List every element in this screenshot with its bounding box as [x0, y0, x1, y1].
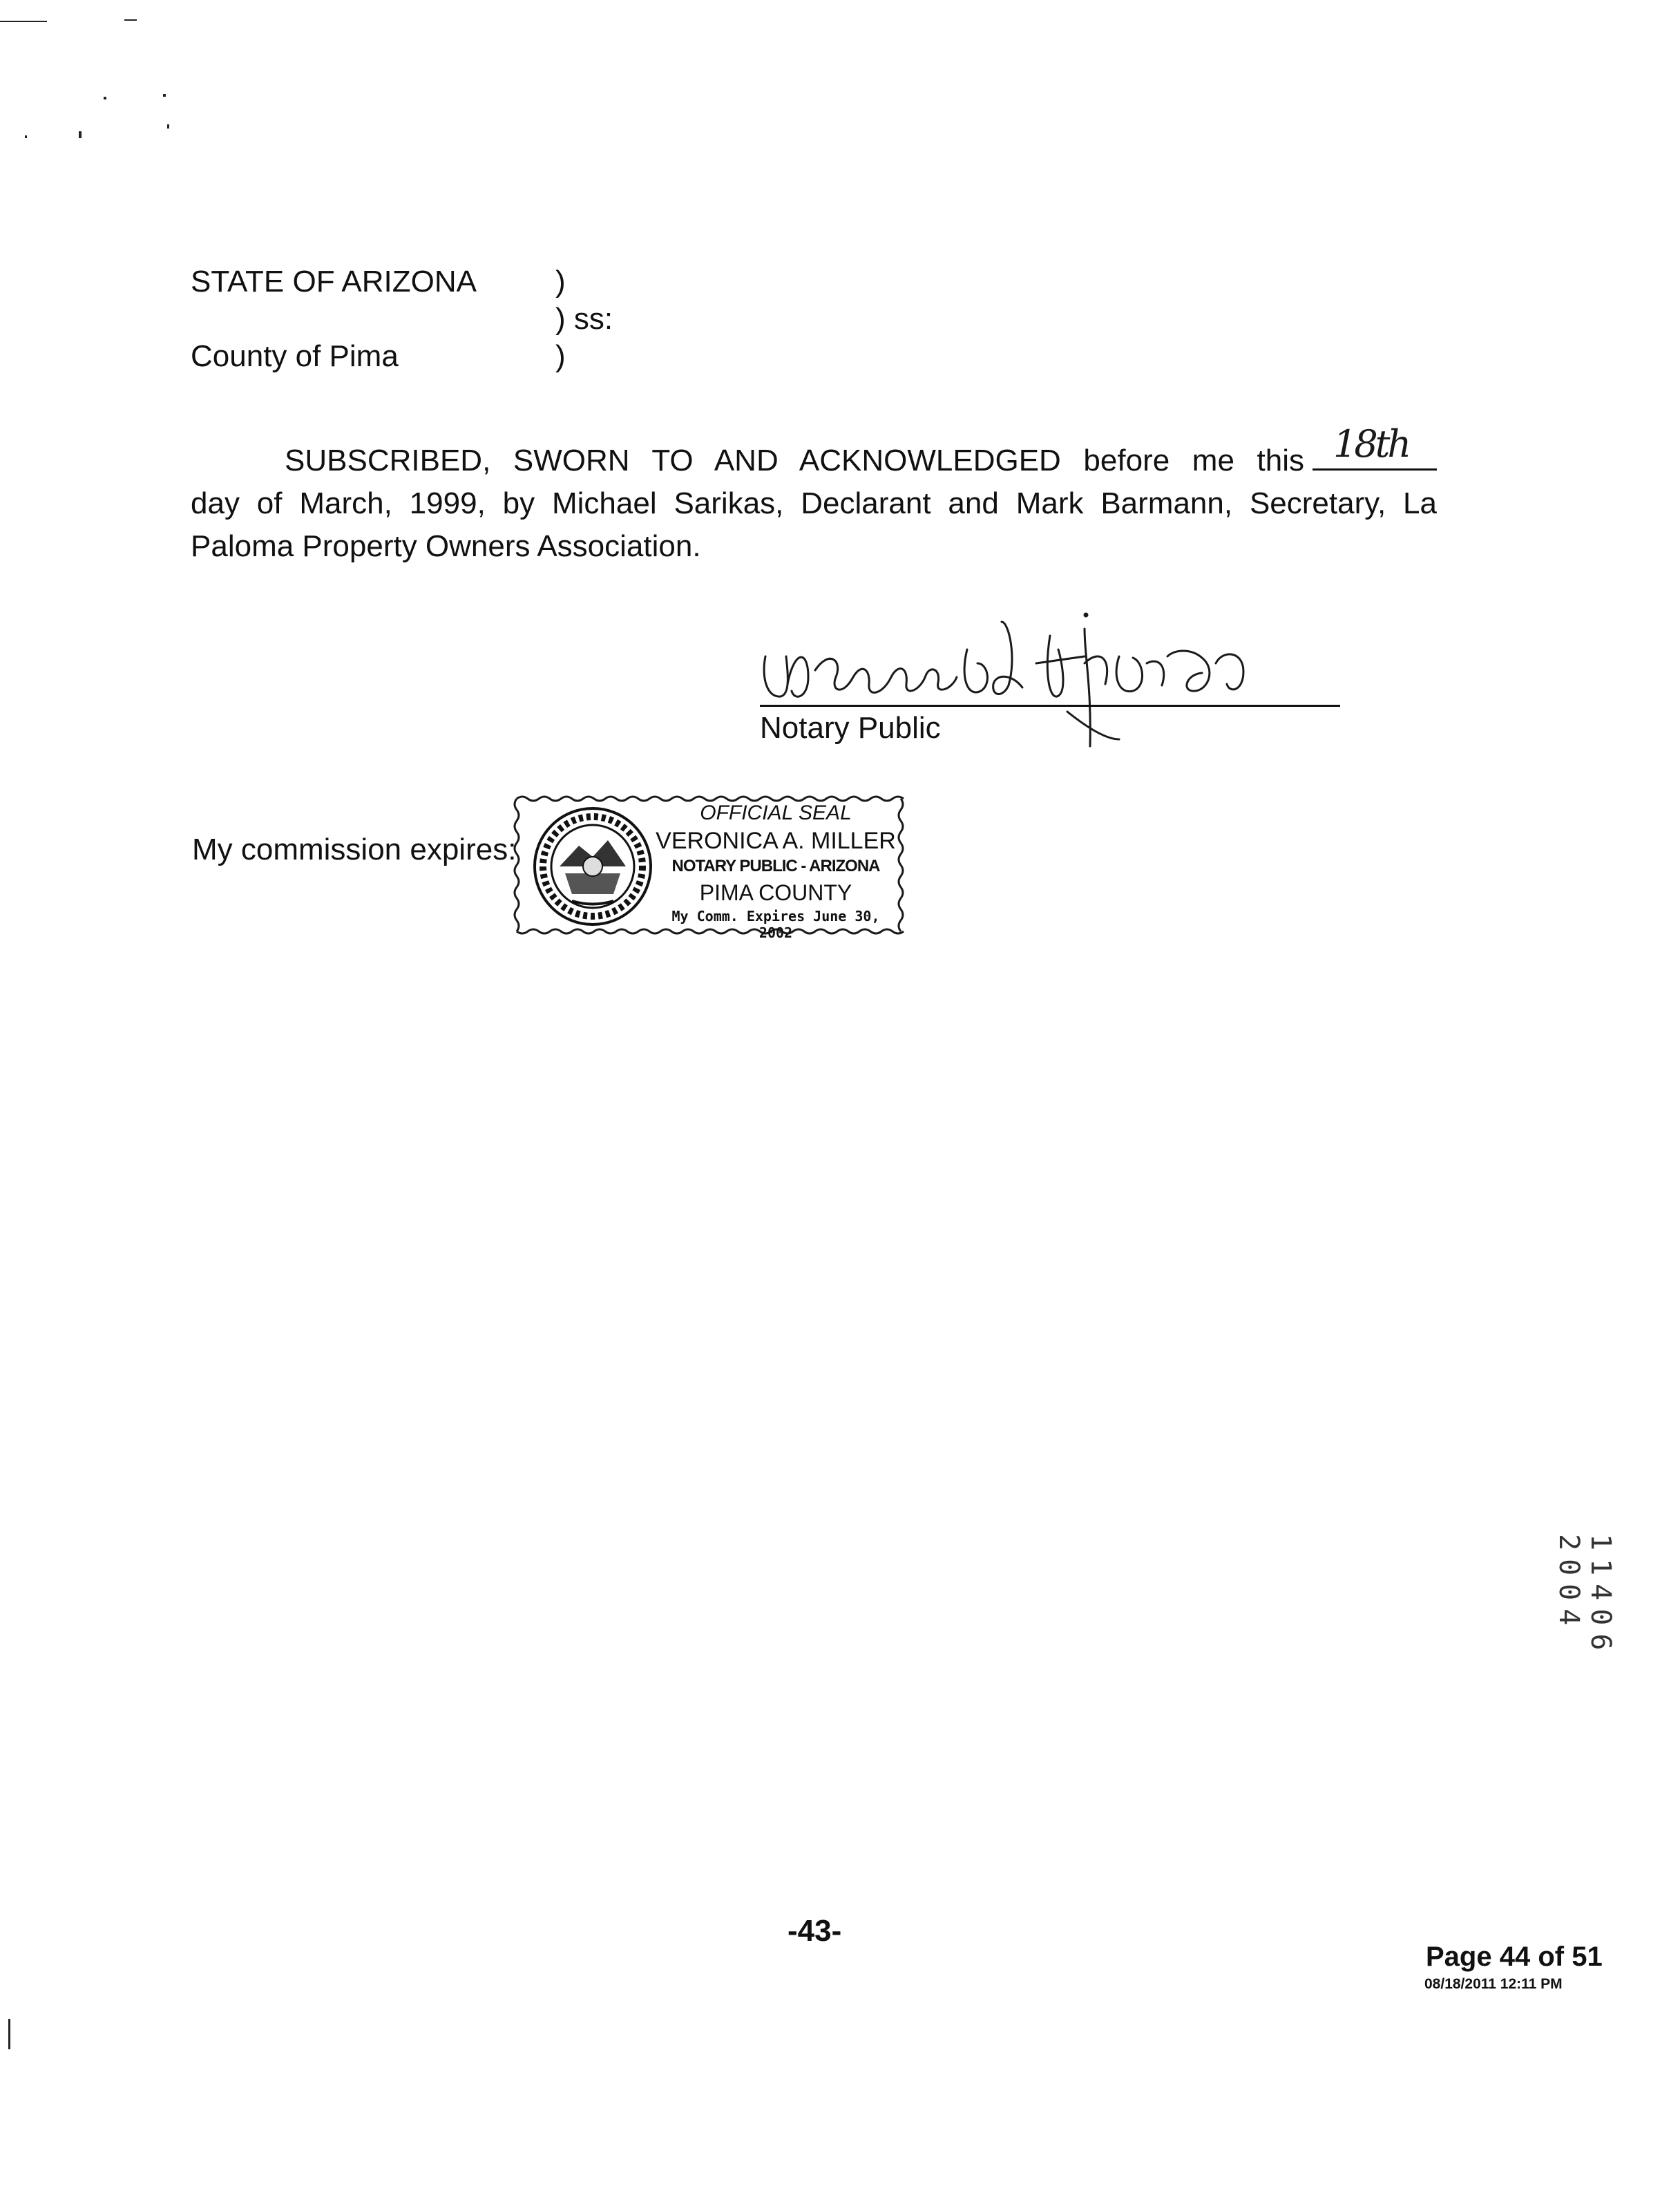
- scan-mark-left: [8, 2019, 10, 2049]
- seal-title: OFFICIAL SEAL: [700, 801, 852, 824]
- acknowledgment-line-2: day of March, 1999, by Michael Sarikas, Declarant and Mark Barmann, Secretary, La: [191, 486, 1437, 520]
- scan-speck: [104, 97, 106, 99]
- seal-name: VERONICA A. MILLER: [656, 828, 896, 854]
- scan-speck: [25, 135, 27, 138]
- acknowledgment-paragraph: [191, 422, 1437, 568]
- venue-paren-1: ): [555, 265, 566, 298]
- venue-paren-3: ): [555, 339, 566, 373]
- day-blank: [1312, 422, 1437, 471]
- notary-public-caption: Notary Public: [760, 711, 941, 745]
- signature-line: [760, 705, 1340, 707]
- page-timestamp: 08/18/2011 12:11 PM: [1424, 1976, 1563, 1992]
- official-seal-stamp: [510, 789, 909, 941]
- scan-speck: [79, 131, 82, 138]
- arizona-state-seal-icon: [524, 797, 662, 936]
- commission-expires-label: My commission expires:: [192, 833, 517, 866]
- venue-county: County of Pima: [191, 339, 399, 373]
- scan-mark-dash: [124, 19, 137, 21]
- seal-role: NOTARY PUBLIC - ARIZONA: [671, 857, 880, 875]
- recording-number: 11406 2004: [1553, 1534, 1616, 1659]
- page-marker: -43-: [788, 1914, 842, 1948]
- seal-expiry: My Comm. Expires June 30, 2002: [671, 908, 880, 941]
- seal-county: PIMA COUNTY: [699, 880, 852, 905]
- venue-state: STATE OF ARIZONA: [191, 265, 477, 298]
- day-handwritten: 18th: [1333, 422, 1409, 466]
- acknowledgment-line-3: Paloma Property Owners Association.: [191, 529, 701, 563]
- scan-mark-line: [0, 21, 47, 22]
- acknowledgment-line-1: SUBSCRIBED, SWORN TO AND ACKNOWLEDGED before me this 18th: [191, 439, 1437, 482]
- venue-ss: ) ss:: [555, 302, 613, 336]
- scan-speck: [163, 94, 166, 97]
- scan-speck: [167, 124, 169, 129]
- notary-signature-block: [760, 608, 1340, 760]
- page-label: Page 44 of 51: [1426, 1942, 1603, 1972]
